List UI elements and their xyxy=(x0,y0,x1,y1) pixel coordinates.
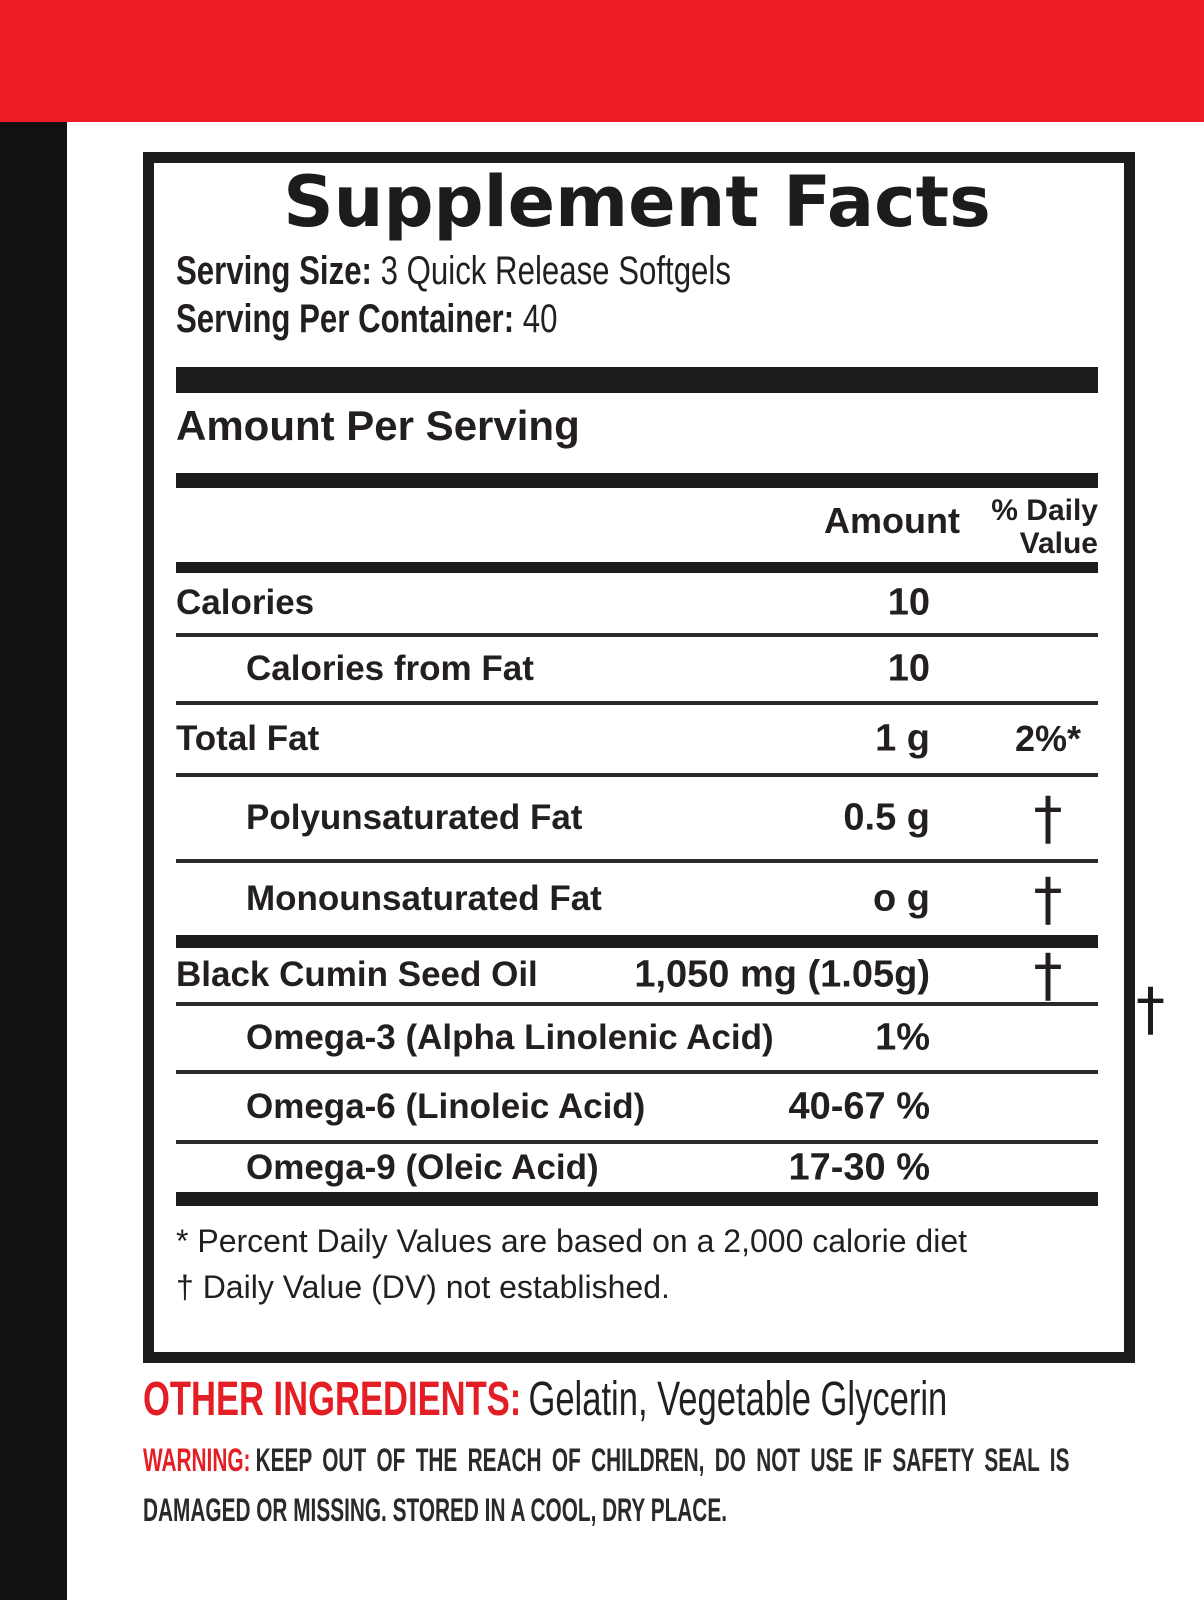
table-row-omega-9: Omega-9 (Oleic Acid) 17-30 % xyxy=(176,1144,1098,1206)
supplement-facts-panel xyxy=(143,152,1165,1363)
warning-block xyxy=(143,1436,1069,1535)
divider-header xyxy=(176,562,1098,573)
warning-label: WARNING: xyxy=(143,1442,251,1478)
stray-dagger-artifact: † xyxy=(1136,975,1165,1043)
top-red-banner xyxy=(0,0,1204,122)
servings-per-container-line xyxy=(176,296,895,343)
panel-title: Supplement Facts xyxy=(283,161,991,243)
table-row-polyunsaturated-fat: Polyunsaturated Fat 0.5 g † xyxy=(176,777,1098,863)
serving-info xyxy=(176,248,895,342)
divider-thick xyxy=(176,367,1098,393)
table-row-calories: Calories 10 xyxy=(176,573,1098,637)
dagger-icon: † xyxy=(1033,940,1063,1009)
warning-line-1 xyxy=(143,1436,1069,1486)
column-header-daily-value: % Daily Value xyxy=(991,493,1098,560)
serving-size-label: Serving Size: xyxy=(176,249,372,294)
footnotes xyxy=(176,1218,1098,1311)
serving-size-value: 3 Quick Release Softgels xyxy=(380,249,731,294)
table-row-omega-3: Omega-3 (Alpha Linolenic Acid) 1% xyxy=(176,1006,1098,1074)
table-row-calories-from-fat: Calories from Fat 10 xyxy=(176,637,1098,705)
dagger-icon: † xyxy=(1033,864,1063,933)
servings-per-container-value: 40 xyxy=(522,296,558,341)
divider-medium xyxy=(176,473,1098,488)
servings-per-container-label: Serving Per Container: xyxy=(176,296,515,341)
other-ingredients-label: OTHER INGREDIENTS: xyxy=(143,1373,522,1426)
table-row-omega-6: Omega-6 (Linoleic Acid) 40-67 % xyxy=(176,1074,1098,1144)
column-header-amount: Amount xyxy=(824,499,960,541)
amount-per-serving-heading: Amount Per Serving xyxy=(176,401,580,449)
warning-line-2: DAMAGED OR MISSING. STORED IN A COOL, DRY PLACE. xyxy=(143,1491,727,1528)
other-ingredients-line xyxy=(143,1372,947,1427)
table-row-total-fat: Total Fat 1 g 2%* xyxy=(176,705,1098,777)
dagger-icon: † xyxy=(1033,783,1063,852)
footnote-percent-dv: * Percent Daily Values are based on a 2,000 calorie diet xyxy=(176,1222,967,1259)
left-black-bar xyxy=(0,122,67,1600)
table-row-monounsaturated-fat: Monounsaturated Fat o g † xyxy=(176,863,1098,948)
table-row-black-cumin-seed-oil: Black Cumin Seed Oil 1,050 mg (1.05g) † xyxy=(176,948,1098,1006)
table-header xyxy=(176,488,1098,562)
serving-size-line xyxy=(176,248,895,295)
footnote-dv-not-established: † Daily Value (DV) not established. xyxy=(176,1269,670,1306)
other-ingredients-value: Gelatin, Vegetable Glycerin xyxy=(528,1373,948,1426)
warning-text-1: KEEP OUT OF THE REACH OF CHILDREN, DO NOT USE IF SAFETY SEAL IS xyxy=(255,1442,1070,1478)
